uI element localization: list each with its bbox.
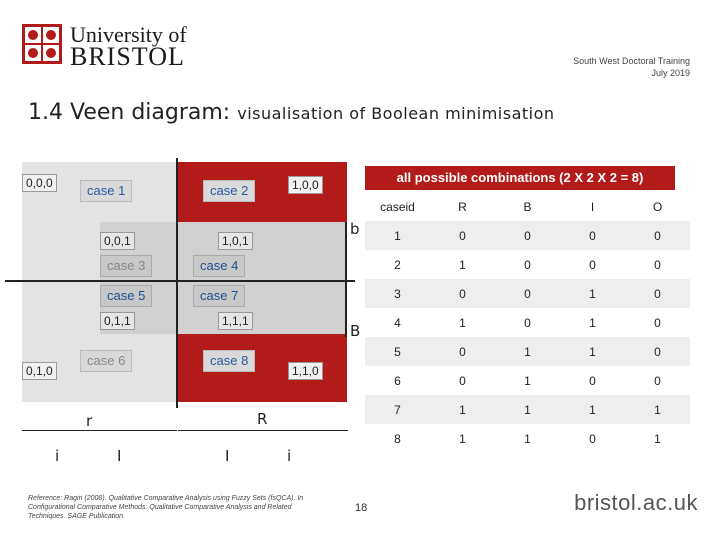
table-cell: 1 [654,402,661,417]
label-001: 0,0,1 [100,232,135,250]
table-header-cell: I [590,199,595,214]
table-cell: 0 [654,228,661,243]
table-row [365,395,690,424]
table-row [365,308,690,337]
case-3-box: case 3 [100,255,152,277]
table-header-cell: R [458,199,467,214]
label-111: 1,1,1 [218,312,253,330]
table-cell: 2 [394,257,401,272]
letter-I-right: I [225,447,230,465]
table-cell: 8 [394,431,401,446]
letter-b: b [350,220,360,238]
table-cell: 1 [589,402,596,417]
R-marker-line [178,430,348,431]
table-cell: 1 [524,344,531,359]
table-cell: 0 [524,315,531,330]
table-row [365,424,690,453]
label-100: 1,0,0 [288,176,323,194]
table-row [365,221,690,250]
table-cell: 3 [394,286,401,301]
table-cell: 5 [394,344,401,359]
reference-footnote: Reference: Ragin (2008). Qualitative Comparative Analysis using Fuzzy Sets (fsQCA). In Configurational Comparative Methods: Qualitative Comparative Analysis and Related Techniques. SAGE Publication. [28,495,304,520]
logo-text-university-of: University of [70,22,187,47]
table-cell: 0 [524,286,531,301]
table-cell: 6 [394,373,401,388]
table-row [365,366,690,395]
horizontal-axis [5,280,355,282]
table-cell: 1 [459,402,466,417]
page-number: 18 [355,502,368,514]
combinations-table [365,192,690,453]
case-4-box: case 4 [193,255,245,277]
table-cell: 0 [459,286,466,301]
table-cell: 0 [459,344,466,359]
table-cell: 1 [524,373,531,388]
case-2-box: case 2 [203,180,255,202]
slide-title-main: 1.4 Veen diagram: [28,100,231,125]
header-date: July 2019 [651,68,690,78]
header-meta [573,55,690,79]
table-cell: 0 [654,315,661,330]
b-marker-line [345,222,347,337]
label-010: 0,1,0 [22,362,57,380]
case-6-box: case 6 [80,350,132,372]
table-cell: 7 [394,402,401,417]
table-row [365,250,690,279]
table-cell: 1 [589,286,596,301]
table-cell: 0 [589,373,596,388]
table-cell: 0 [459,373,466,388]
table-cell: 0 [654,373,661,388]
vertical-axis [176,158,178,408]
table-cell: 1 [459,431,466,446]
table-header-cell: B [523,199,532,214]
table-cell: 0 [589,228,596,243]
case-8-box: case 8 [203,350,255,372]
slide-title [28,100,555,125]
table-cell: 4 [394,315,401,330]
letter-R: R [257,410,268,428]
table-cell: 0 [654,344,661,359]
table-cell: 1 [524,431,531,446]
letter-r: r [86,412,93,430]
table-cell: 1 [589,344,596,359]
case-5-box: case 5 [100,285,152,307]
slide-title-sub: visualisation of Boolean minimisation [237,104,555,123]
table-cell: 0 [654,257,661,272]
table-cell: 0 [589,257,596,272]
table-header-cell: caseid [380,199,415,214]
table-cell: 1 [394,228,401,243]
university-crest-icon [22,24,62,64]
table-cell: 0 [524,257,531,272]
table-cell: 1 [459,257,466,272]
table-header-cell: O [652,199,663,214]
letter-I-left: I [117,447,122,465]
label-110: 1,1,0 [288,362,323,380]
letter-i-right: i [287,447,292,465]
letter-i-left: i [55,447,60,465]
label-101: 1,0,1 [218,232,253,250]
table-cell: 1 [524,402,531,417]
table-cell: 1 [589,315,596,330]
r-marker-line [22,430,177,431]
letter-B: B [350,322,361,340]
header-program: South West Doctoral Training [573,56,690,66]
logo-text-bristol: BRISTOL [70,42,185,71]
label-000: 0,0,0 [22,174,57,192]
label-011: 0,1,1 [100,312,135,330]
table-cell: 0 [654,286,661,301]
table-cell: 1 [654,431,661,446]
table-row [365,337,690,366]
table-title: all possible combinations (2 X 2 X 2 = 8) [365,166,675,190]
table-cell: 0 [459,228,466,243]
table-row [365,279,690,308]
table-cell: 0 [589,431,596,446]
case-7-box: case 7 [193,285,245,307]
table-cell: 1 [459,315,466,330]
table-cell: 0 [524,228,531,243]
footer-url: bristol.ac.uk [574,490,698,515]
case-1-box: case 1 [80,180,132,202]
table-header-row [365,192,690,221]
